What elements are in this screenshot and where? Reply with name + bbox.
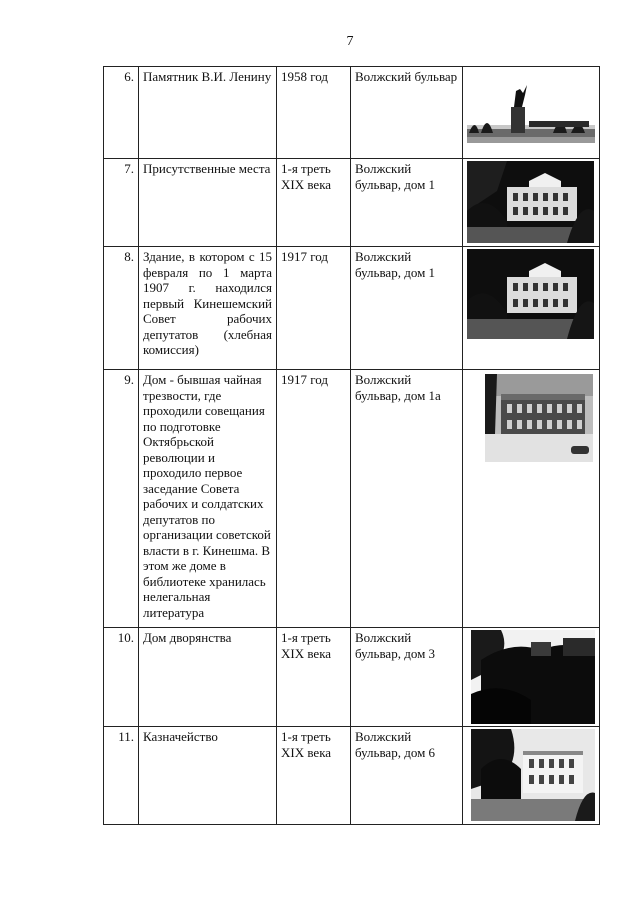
building-photo (485, 374, 593, 462)
table-row (104, 159, 600, 247)
photo-cell (463, 67, 600, 159)
monument-address: Волжский бульвар (351, 67, 463, 159)
table-row (104, 628, 600, 727)
monument-address: Волжский бульвар, дом 1 (351, 247, 463, 370)
photo-cell (463, 159, 600, 247)
monument-date: 1958 год (277, 67, 351, 159)
row-number: 6. (104, 67, 139, 159)
photo-cell (463, 727, 600, 825)
row-number: 10. (104, 628, 139, 727)
table-row (104, 67, 600, 159)
building-photo (467, 249, 594, 339)
monument-date: 1917 год (277, 370, 351, 628)
photo-cell (463, 247, 600, 370)
monument-address: Волжский бульвар, дом 6 (351, 727, 463, 825)
page-number: 7 (346, 34, 354, 49)
table-row (104, 727, 600, 825)
monument-address: Волжский бульвар, дом 1а (351, 370, 463, 628)
row-number: 11. (104, 727, 139, 825)
row-number: 7. (104, 159, 139, 247)
monuments-table (103, 66, 600, 825)
monument-date: 1917 год (277, 247, 351, 370)
monument-name: Казначейство (139, 727, 277, 825)
building-photo (471, 729, 595, 821)
monument-date: 1-я треть XIX века (277, 628, 351, 727)
monument-name: Дом дворянства (139, 628, 277, 727)
monument-address: Волжский бульвар, дом 1 (351, 159, 463, 247)
row-number: 9. (104, 370, 139, 628)
table-row (104, 247, 600, 370)
monument-name: Присутственные места (139, 159, 277, 247)
photo-cell (463, 628, 600, 727)
lenin-monument-photo (467, 77, 595, 143)
building-photo (471, 630, 595, 724)
table-row (104, 370, 600, 628)
monument-name: Здание, в котором с 15 февраля по 1 марта 1907 г. находился первый Кинешемский Совет рабочих депутатов (хлебная комиссия) (139, 247, 277, 370)
monument-address: Волжский бульвар, дом 3 (351, 628, 463, 727)
monument-name: Памятник В.И. Ленину (139, 67, 277, 159)
monument-name: Дом - бывшая чайная трезвости, где проходили совещания по подготовке Октябрьской революции и проходило первое заседание Совета рабочих и солдатских депутатов по организации советской власти в г. Кинешма. В этом же доме в библиотеке хранилась нелегальная литература (139, 370, 277, 628)
monument-date: 1-я треть XIX века (277, 727, 351, 825)
row-number: 8. (104, 247, 139, 370)
photo-cell (463, 370, 600, 628)
monument-date: 1-я треть XIX века (277, 159, 351, 247)
building-photo (467, 161, 594, 243)
